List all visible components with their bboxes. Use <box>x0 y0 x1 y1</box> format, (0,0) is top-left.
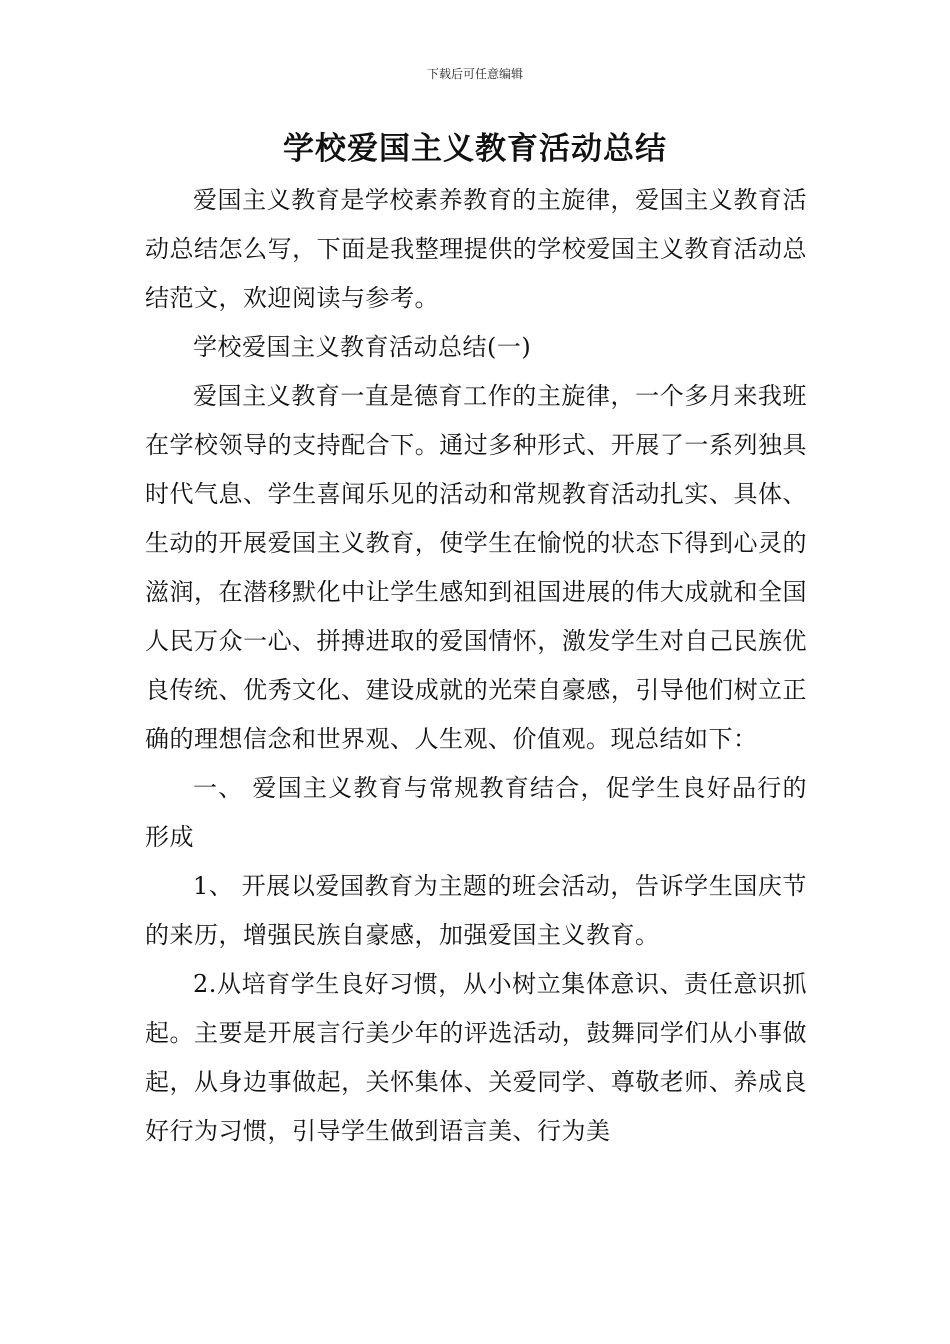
subsection-heading: 一、 爱国主义教育与常规教育结合，促学生良好品行的形成 <box>145 774 807 851</box>
list-item-2: 2.从培育学生良好习惯，从小树立集体意识、责任意识抓起。主要是开展言行美少年的评选活动，鼓舞同学们从小事做起，从身边事做起，关怀集体、关爱同学、尊敬老师、养成良好行为习惯，引导学生做到语言美、行为美 <box>145 970 807 1145</box>
list-item-1: 1、 开展以爱国教育为主题的班会活动，告诉学生国庆节的来历，增强民族自豪感，加强爱国主义教育。 <box>145 872 807 949</box>
document-title: 学校爱国主义教育活动总结 <box>283 131 667 167</box>
document-body <box>145 176 807 1156</box>
section-heading: 学校爱国主义教育活动总结(一) <box>193 333 532 361</box>
body-paragraph: 爱国主义教育一直是德育工作的主旋律，一个多月来我班在学校领导的支持配合下。通过多种形式、开展了一系列独具时代气息、学生喜闻乐见的活动和常规教育活动扎实、具体、生动的开展爱国主义教育，使学生在愉悦的状态下得到心灵的滋润，在潜移默化中让学生感知到祖国进展的伟大成就和全国人民万众一心、拼搏进取的爱国情怀，激发学生对自己民族优良传统、优秀文化、建设成就的光荣自豪感，引导他们树立正确的理想信念和世界观、人生观、价值观。现总结如下： <box>145 382 807 753</box>
header-note: 下载后可任意编辑 <box>426 67 523 81</box>
intro-paragraph: 爱国主义教育是学校素养教育的主旋律，爱国主义教育活动总结怎么写，下面是我整理提供的学校爱国主义教育活动总结范文，欢迎阅读与参考。 <box>145 186 807 312</box>
